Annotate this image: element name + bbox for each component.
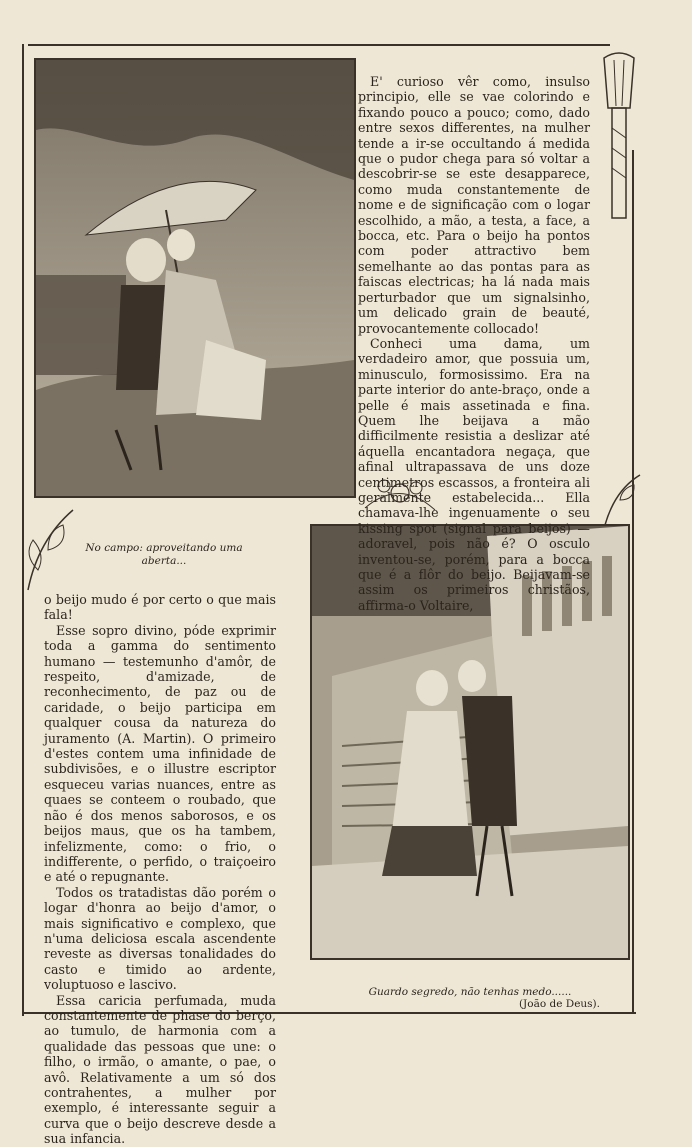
article-column-top-right bbox=[358, 74, 590, 613]
paragraph: E' curioso vêr como, insulso principio, elle se vae colorindo e fixando pouco a pouco; como, dado entre sexos differentes, na mulher tende a ir-se occultando á medida que o pudor chega para só voltar a descobrir-se se este desapparece, como muda constantemente de nome e de significação com o logar escolhido, a mão, a testa, a face, a bocca, etc. Para o beijo ha pontos com poder attractivo bem semelhante ao das pontas para as faiscas electricas; ha lá nada mais perturbador que um signalsinho, um delicado grain de beauté, provocantemente collocado! bbox=[358, 74, 590, 336]
frame-right-rule bbox=[632, 150, 634, 1014]
article-column-left bbox=[44, 592, 276, 1147]
torch-ornament bbox=[594, 48, 644, 228]
paragraph: Todos os tratadistas dão porém o logar d'honra ao beijo d'amor, o mais significativo e complexo, que n'uma deliciosa escala ascendente reveste as diversas tonalidades do casto e timido ao ardente, voluptuoso e lascivo. bbox=[44, 884, 276, 993]
caption-top-text: No campo: aproveitando uma aberta... bbox=[85, 542, 243, 567]
paragraph: Esse sopro divino, póde exprimir toda a gamma do sentimento humano — testemunho d'amôr, de respeito, d'amizade, de reconhecimento, de paz ou de caridade, o beijo participa em qualquer cousa da natureza do juramento (A. Martin). O primeiro d'estes contem uma infinidade de subdivisões, e o illustre escriptor esqueceu varias nuances, entre as quaes se conteem o roubado, que não é dos menos saborosos, e os beijos maus, que os ha tambem, infelizmente, como: o frio, o indifferente, o perfido, o traiçoeiro e até o repugnante. bbox=[44, 622, 276, 885]
caption-bottom-credit-text: (João de Deus). bbox=[518, 998, 600, 1010]
caption-top bbox=[84, 542, 244, 568]
illustration-top-drawing bbox=[36, 60, 354, 496]
paragraph: o beijo mudo é por certo o que mais fala! bbox=[44, 592, 276, 623]
frame-top-rule bbox=[28, 44, 610, 46]
illustration-top bbox=[34, 58, 356, 498]
leaf-ornament-left bbox=[18, 500, 78, 600]
caption-bottom-credit bbox=[470, 998, 600, 1011]
caption-bottom-text: Guardo segredo, não tenhas medo...... bbox=[368, 986, 572, 998]
paragraph: Conheci uma dama, um verdadeiro amor, que possuia um, minusculo, formosissimo. Era na parte interior do ante-braço, onde a pelle é mais assetinada e fina. Quem lhe beijava a mão difficilmente resistia a deslizar até áquella encantadora negaça, que afinal ultrapassava de uns doze centimetros escassos, a fronteira ali geralmente estabelecida... Ella chamava-lhe ingenuamente o seu kissing spot (signal para beijos) — adoravel, pois não é? O osculo inventou-se, porém, para a bocca que é a flôr do beijo. Beijavam-se assim os primeiros christãos, affirma-o Voltaire, bbox=[358, 335, 590, 613]
leaf-ornament-bottom-right bbox=[600, 470, 644, 530]
paragraph: Essa caricia perfumada, muda constantemente de phase do berço, ao tumulo, de harmonia com a qualidade das pessoas que une: o filho, o irmão, o amante, o pae, o avô. Relativamente a um só dos contrahentes, a mulher por exemplo, é interessante seguir a curva que o beijo descreve desde a sua infancia. bbox=[44, 992, 276, 1147]
